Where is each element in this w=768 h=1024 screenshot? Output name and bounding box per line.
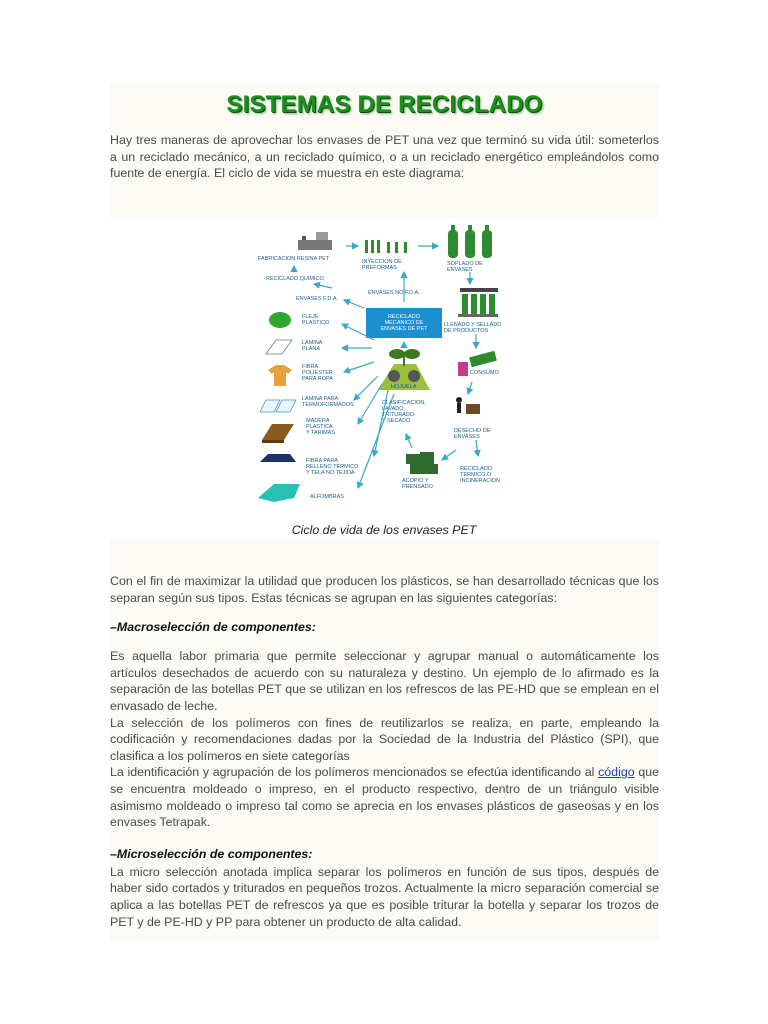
label-clasificacion: CLASIFICACION, LAVADO, TRITURADO Y SECADO: [382, 400, 426, 424]
label-acopio: ACOPIO Y PRENSADO: [402, 478, 433, 490]
thermoform-icon: [260, 400, 296, 412]
label-envases-no-fda: ENVASES NO F.D.A.: [368, 290, 420, 296]
filling-line-icon: [458, 288, 498, 317]
waste-bin-icon: [456, 397, 480, 414]
label-llenado: LLENADO Y SELLADO DE PRODUCTOS: [444, 322, 502, 334]
intro-section: [110, 84, 659, 218]
bales-icon: [406, 452, 438, 474]
label-reciclado-termico: RECICLADO TERMICO O INCINERACION: [460, 466, 501, 484]
carpet-icon: [258, 484, 300, 502]
pallet-icon: [262, 424, 294, 443]
macro-p3-text-before: La identificación y agrupación de los polímeros mencionados se efectúa identificando al: [110, 765, 599, 780]
bottles-icon: [448, 225, 492, 258]
macro-paragraph-3: [110, 764, 659, 830]
cycle-arrows: [294, 246, 478, 488]
lamina-icon: [266, 340, 292, 354]
label-fibra: FIBRA POLIESTER PARA ROPA: [302, 364, 333, 382]
macro-heading: –Macroselección de componentes:: [110, 620, 316, 635]
fleje-icon: [269, 312, 291, 328]
intro-paragraph: Hay tres maneras de aprovechar los envases de PET una vez que terminó su vida útil: someterlos a un reciclado mecánico, a un reciclado químico, o a un reciclado energético empleándolos como fuente de energía. El ciclo de vida se muestra en este diagrama:: [110, 133, 659, 181]
label-consumo: CONSUMO: [470, 370, 499, 376]
macro-p3-text-after: que se encuentra moldeado o impreso, en el producto respectivo, dentro de un triángulo visible asimismo moldeado o impreso tal como se aprecia en los envases plásticos de gaseosas y en los envases Tetrapak.: [110, 765, 659, 830]
techniques-paragraph: Con el fin de maximizar la utilidad que producen los plásticos, se han desarrollado técnicas que los separan según sus tipos. Estas técnicas se agrupan en las siguientes categorías:: [110, 574, 659, 605]
page-title: SISTEMAS DE RECICLADO: [226, 91, 543, 118]
micro-heading: –Microselección de componentes:: [110, 846, 313, 861]
pet-life-cycle-diagram: [254, 222, 524, 514]
macro-paragraph-1: Es aquella labor primaria que permite seleccionar y agrupar manual o automáticamente los artículos desechados de acuerdo con su naturaleza y destino. Un ejemplo de lo afirmado es la separación de las botellas PET que se utilizan en los refrescos de las PE-HD que se emplean en el envasado de leche.: [110, 649, 659, 713]
label-inyeccion: INYECCION DE PREFORMAS: [362, 259, 402, 271]
diagram-caption: Ciclo de vida de los envases PET: [291, 523, 477, 537]
label-envases-fda: ENVASES F.D.A.: [296, 296, 339, 302]
label-reciclado-quimico: RECICLADO QUIMICO: [266, 276, 324, 282]
macro-paragraph-2: La selección de los polímeros con fines de reutilizarlos se realiza, en parte, empleando la codificación y recomendaciones dadas por la Sociedad de la Industria del Plástico (SPI), que clasifica a los polímeros en siete categorías: [110, 715, 659, 763]
content-section: [110, 540, 659, 940]
label-fleje: FLEJE PLASTICO: [302, 314, 330, 326]
label-alfombras: ALFOMBRAS: [310, 494, 344, 500]
codigo-link[interactable]: código: [598, 765, 635, 780]
factory-icon: [298, 232, 332, 250]
label-fabricacion: FABRICACION RESINA PET: [258, 256, 330, 262]
label-lamina: LAMINA PLANA: [302, 340, 323, 352]
label-soplado: SOPLADO DE ENVASES: [447, 261, 483, 273]
shirt-icon: [268, 365, 292, 386]
center-box-text: RECICLADO MECANICO DE ENVASES DE PET: [380, 314, 428, 332]
label-hojuela: HOJUELA: [391, 384, 417, 390]
label-lamina-termo: LAMINA PARA TERMOFORMADOS: [302, 396, 354, 408]
preforms-icon: [365, 240, 407, 253]
label-desecho: DESECHO DE ENVASES: [454, 428, 491, 440]
label-madera: MADERA PLASTICA Y TARIMAS: [306, 418, 336, 436]
micro-paragraph: La micro selección anotada implica separar los polímeros en función de sus tipos, después de haber sido cortados y triturados en pequeños trozos. Actualmente la micro separación comercial se aplica a las botellas PET de refrescos ya que es posible triturar la botella y separar los trozos de PET y de PE-HD y PP para obtener un producto de alta calidad.: [110, 864, 659, 929]
label-fibra-relleno: FIBRA PARA RELLENO TERMICO Y TELA NO TEJIDA: [306, 458, 359, 476]
fiber-fill-icon: [260, 454, 296, 462]
